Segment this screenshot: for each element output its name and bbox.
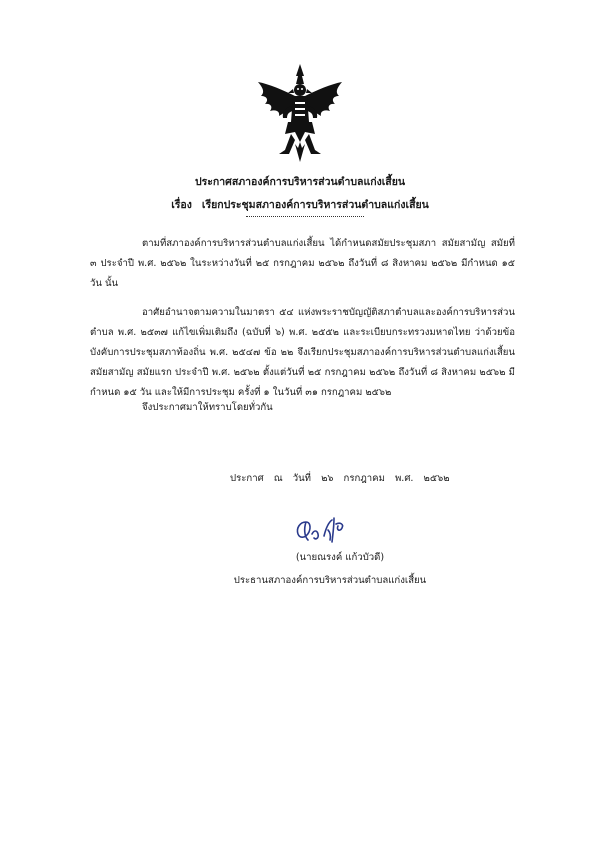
date-year: ๒๕๖๒ — [423, 473, 450, 484]
announcement-title: ประกาศสภาองค์การบริหารส่วนตำบลแก่งเสี้ยน — [194, 176, 406, 188]
paragraph-2-text: อาศัยอำนาจตามความในมาตรา ๕๔ แห่งพระราชบัญญัติสภาตำบลและองค์การบริหารส่วนตำบล พ.ศ. ๒๕๓๗ แก้ไขเพิ่มเติมถึง (ฉบับที่ ๖) พ.ศ. ๒๕๕๒ และระเบียบกระทรวงมหาดไทย ว่าด้วยข้อบังคับการประชุมสภาท้องถิ่น พ.ศ. ๒๕๔๗ ข้อ ๒๒ จึงเรียกประชุมสภาองค์การบริหารส่วนตำบลแก่งเสี้ยน สมัยสามัญ สมัยแรก ประจำปี พ.ศ. ๒๕๖๒ ตั้งแต่วันที่ ๒๕ กรกฎาคม ๒๕๖๒ ถึงวันที่ ๘ สิงหาคม ๒๕๖๒ มีกำหนด ๑๕ วัน และให้มีการประชุม ครั้งที่ ๑ ในวันที่ ๓๑ กรกฎาคม ๒๕๖๒ — [90, 307, 515, 398]
handwritten-signature — [292, 512, 352, 546]
announcement-subject — [0, 196, 600, 213]
garuda-emblem-icon — [255, 62, 345, 167]
date-at-word: ณ — [273, 473, 283, 484]
subject-text: เรียกประชุมสภาองค์การบริหารส่วนตำบลแก่งเสี้ยน — [201, 199, 429, 211]
date-era: พ.ศ. — [394, 473, 414, 484]
paragraph-1-text: ตามที่สภาองค์การบริหารส่วนตำบลแก่งเสี้ยน ได้กำหนดสมัยประชุมสภา สมัยสามัญ สมัยที่ ๓ ประจำปี พ.ศ. ๒๕๖๒ ในระหว่างวันที่ ๒๕ กรกฎาคม ๒๕๖๒ ถึงวันที่ ๘ สิงหาคม ๒๕๖๒ มีกำหนด ๑๕ วัน นั้น — [90, 238, 515, 289]
body-paragraph-2 — [90, 303, 515, 403]
body-paragraph-1 — [90, 234, 515, 294]
date-announced-word: ประกาศ — [230, 473, 264, 484]
signer-position: ประธานสภาองค์การบริหารส่วนตำบลแก่งเสี้ยน — [233, 575, 427, 586]
body-paragraph-3: จึงประกาศมาให้ทราบโดยทั่วกัน — [142, 402, 273, 413]
announcement-date-line — [230, 471, 457, 486]
subject-label: เรื่อง — [171, 199, 192, 211]
date-day-label: วันที่ — [292, 473, 311, 484]
date-day: ๒๖ — [321, 473, 334, 484]
date-month: กรกฎาคม — [343, 473, 385, 484]
signer-name: (นายณรงค์ แก้วบัวดี) — [295, 552, 385, 563]
dotted-divider — [246, 216, 364, 217]
